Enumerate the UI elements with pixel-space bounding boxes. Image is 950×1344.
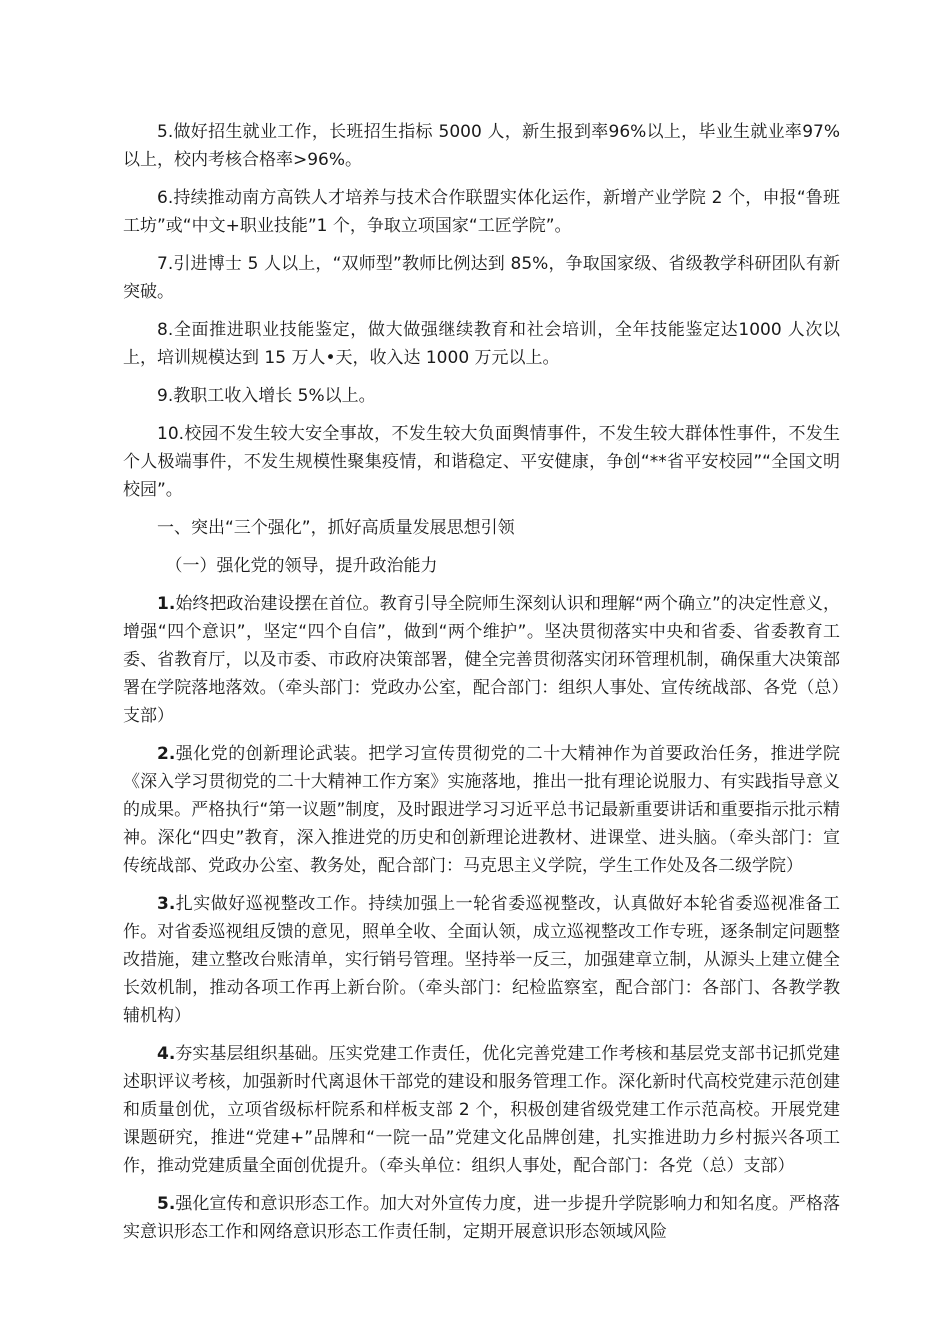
task-paragraph: [123, 590, 840, 730]
document-page: [123, 118, 840, 1256]
task-text: 扎实做好巡视整改工作。持续加强上一轮省委巡视整改，认真做好本轮省委巡视准备工作。对省委巡视组反馈的意见，照单全收、全面认领，成立巡视整改工作专班，逐条制定问题整改措施，建立整改台账清单，实行销号管理。坚持举一反三，加强建章立制，从源头上建立健全长效机制，推动各项工作再上新台阶。（牵头部门：纪检监察室，配合部门：各部门、各教学教辅机构）: [123, 894, 840, 1026]
target-paragraph: 5.做好招生就业工作，长班招生指标 5000 人，新生报到率96%以上，毕业生就业率97%以上，校内考核合格率>96%。: [123, 122, 840, 170]
subsection-heading: （一）强化党的领导，提升政治能力: [165, 556, 438, 576]
task-paragraph: [123, 890, 840, 1030]
task-number: 3.: [157, 894, 176, 914]
target-paragraph: 9.教职工收入增长 5%以上。: [157, 386, 376, 406]
task-paragraph: [123, 1040, 840, 1180]
target-paragraph: 10.校园不发生较大安全事故，不发生较大负面舆情事件，不发生较大群体性事件，不发生个人极端事件，不发生规模性聚集疫情，和谐稳定、平安健康，争创“**省平安校园”“全国文明校园”。: [123, 424, 840, 500]
task-paragraph: [123, 1190, 840, 1246]
target-paragraph: 8.全面推进职业技能鉴定，做大做强继续教育和社会培训，全年技能鉴定达1000 人次以上，培训规模达到 15 万人•天，收入达 1000 万元以上。: [123, 320, 840, 368]
target-paragraph: 7.引进博士 5 人以上，“双师型”教师比例达到 85%，争取国家级、省级教学科研团队有新突破。: [123, 254, 840, 302]
task-text: 始终把政治建设摆在首位。教育引导全院师生深刻认识和理解“两个确立”的决定性意义，增强“四个意识”，坚定“四个自信”，做到“两个维护”。坚决贯彻落实中央和省委、省委教育工委、省教育厅，以及市委、市政府决策部署，健全完善贯彻落实闭环管理机制，确保重大决策部署在学院落地落效。（牵头部门：党政办公室，配合部门：组织人事处、宣传统战部、各党（总）支部）: [123, 594, 840, 726]
task-number: 4.: [157, 1044, 176, 1064]
task-number: 5.: [157, 1194, 176, 1214]
task-text: 夯实基层组织基础。压实党建工作责任，优化完善党建工作考核和基层党支部书记抓党建述职评议考核，加强新时代离退休干部党的建设和服务管理工作。深化新时代高校党建示范创建和质量创优，立项省级标杆院系和样板支部 2 个，积极创建省级党建工作示范高校。开展党建课题研究，推进“党建+”品牌和“一院一品”党建文化品牌创建，扎实推进助力乡村振兴各项工作，推动党建质量全面创优提升。（牵头单位：组织人事处，配合部门：各党（总）支部）: [123, 1044, 840, 1176]
task-number: 2.: [157, 744, 176, 764]
task-text: 强化宣传和意识形态工作。加大对外宣传力度，进一步提升学院影响力和知名度。严格落实意识形态工作和网络意识形态工作责任制，定期开展意识形态领域风险: [123, 1194, 840, 1242]
task-paragraph: [123, 740, 840, 880]
section-heading: 一、突出“三个强化”，抓好高质量发展思想引领: [157, 518, 515, 538]
task-number: 1.: [157, 594, 176, 614]
target-paragraph: 6.持续推动南方高铁人才培养与技术合作联盟实体化运作，新增产业学院 2 个，申报“鲁班工坊”或“中文+职业技能”1 个，争取立项国家“工匠学院”。: [123, 188, 840, 236]
task-text: 强化党的创新理论武装。把学习宣传贯彻党的二十大精神作为首要政治任务，推进学院《深入学习贯彻党的二十大精神工作方案》实施落地，推出一批有理论说服力、有实践指导意义的成果。严格执行“第一议题”制度，及时跟进学习习近平总书记最新重要讲话和重要指示批示精神。深化“四史”教育，深入推进党的历史和创新理论进教材、进课堂、进头脑。（牵头部门：宣传统战部、党政办公室、教务处，配合部门：马克思主义学院，学生工作处及各二级学院）: [123, 744, 840, 876]
